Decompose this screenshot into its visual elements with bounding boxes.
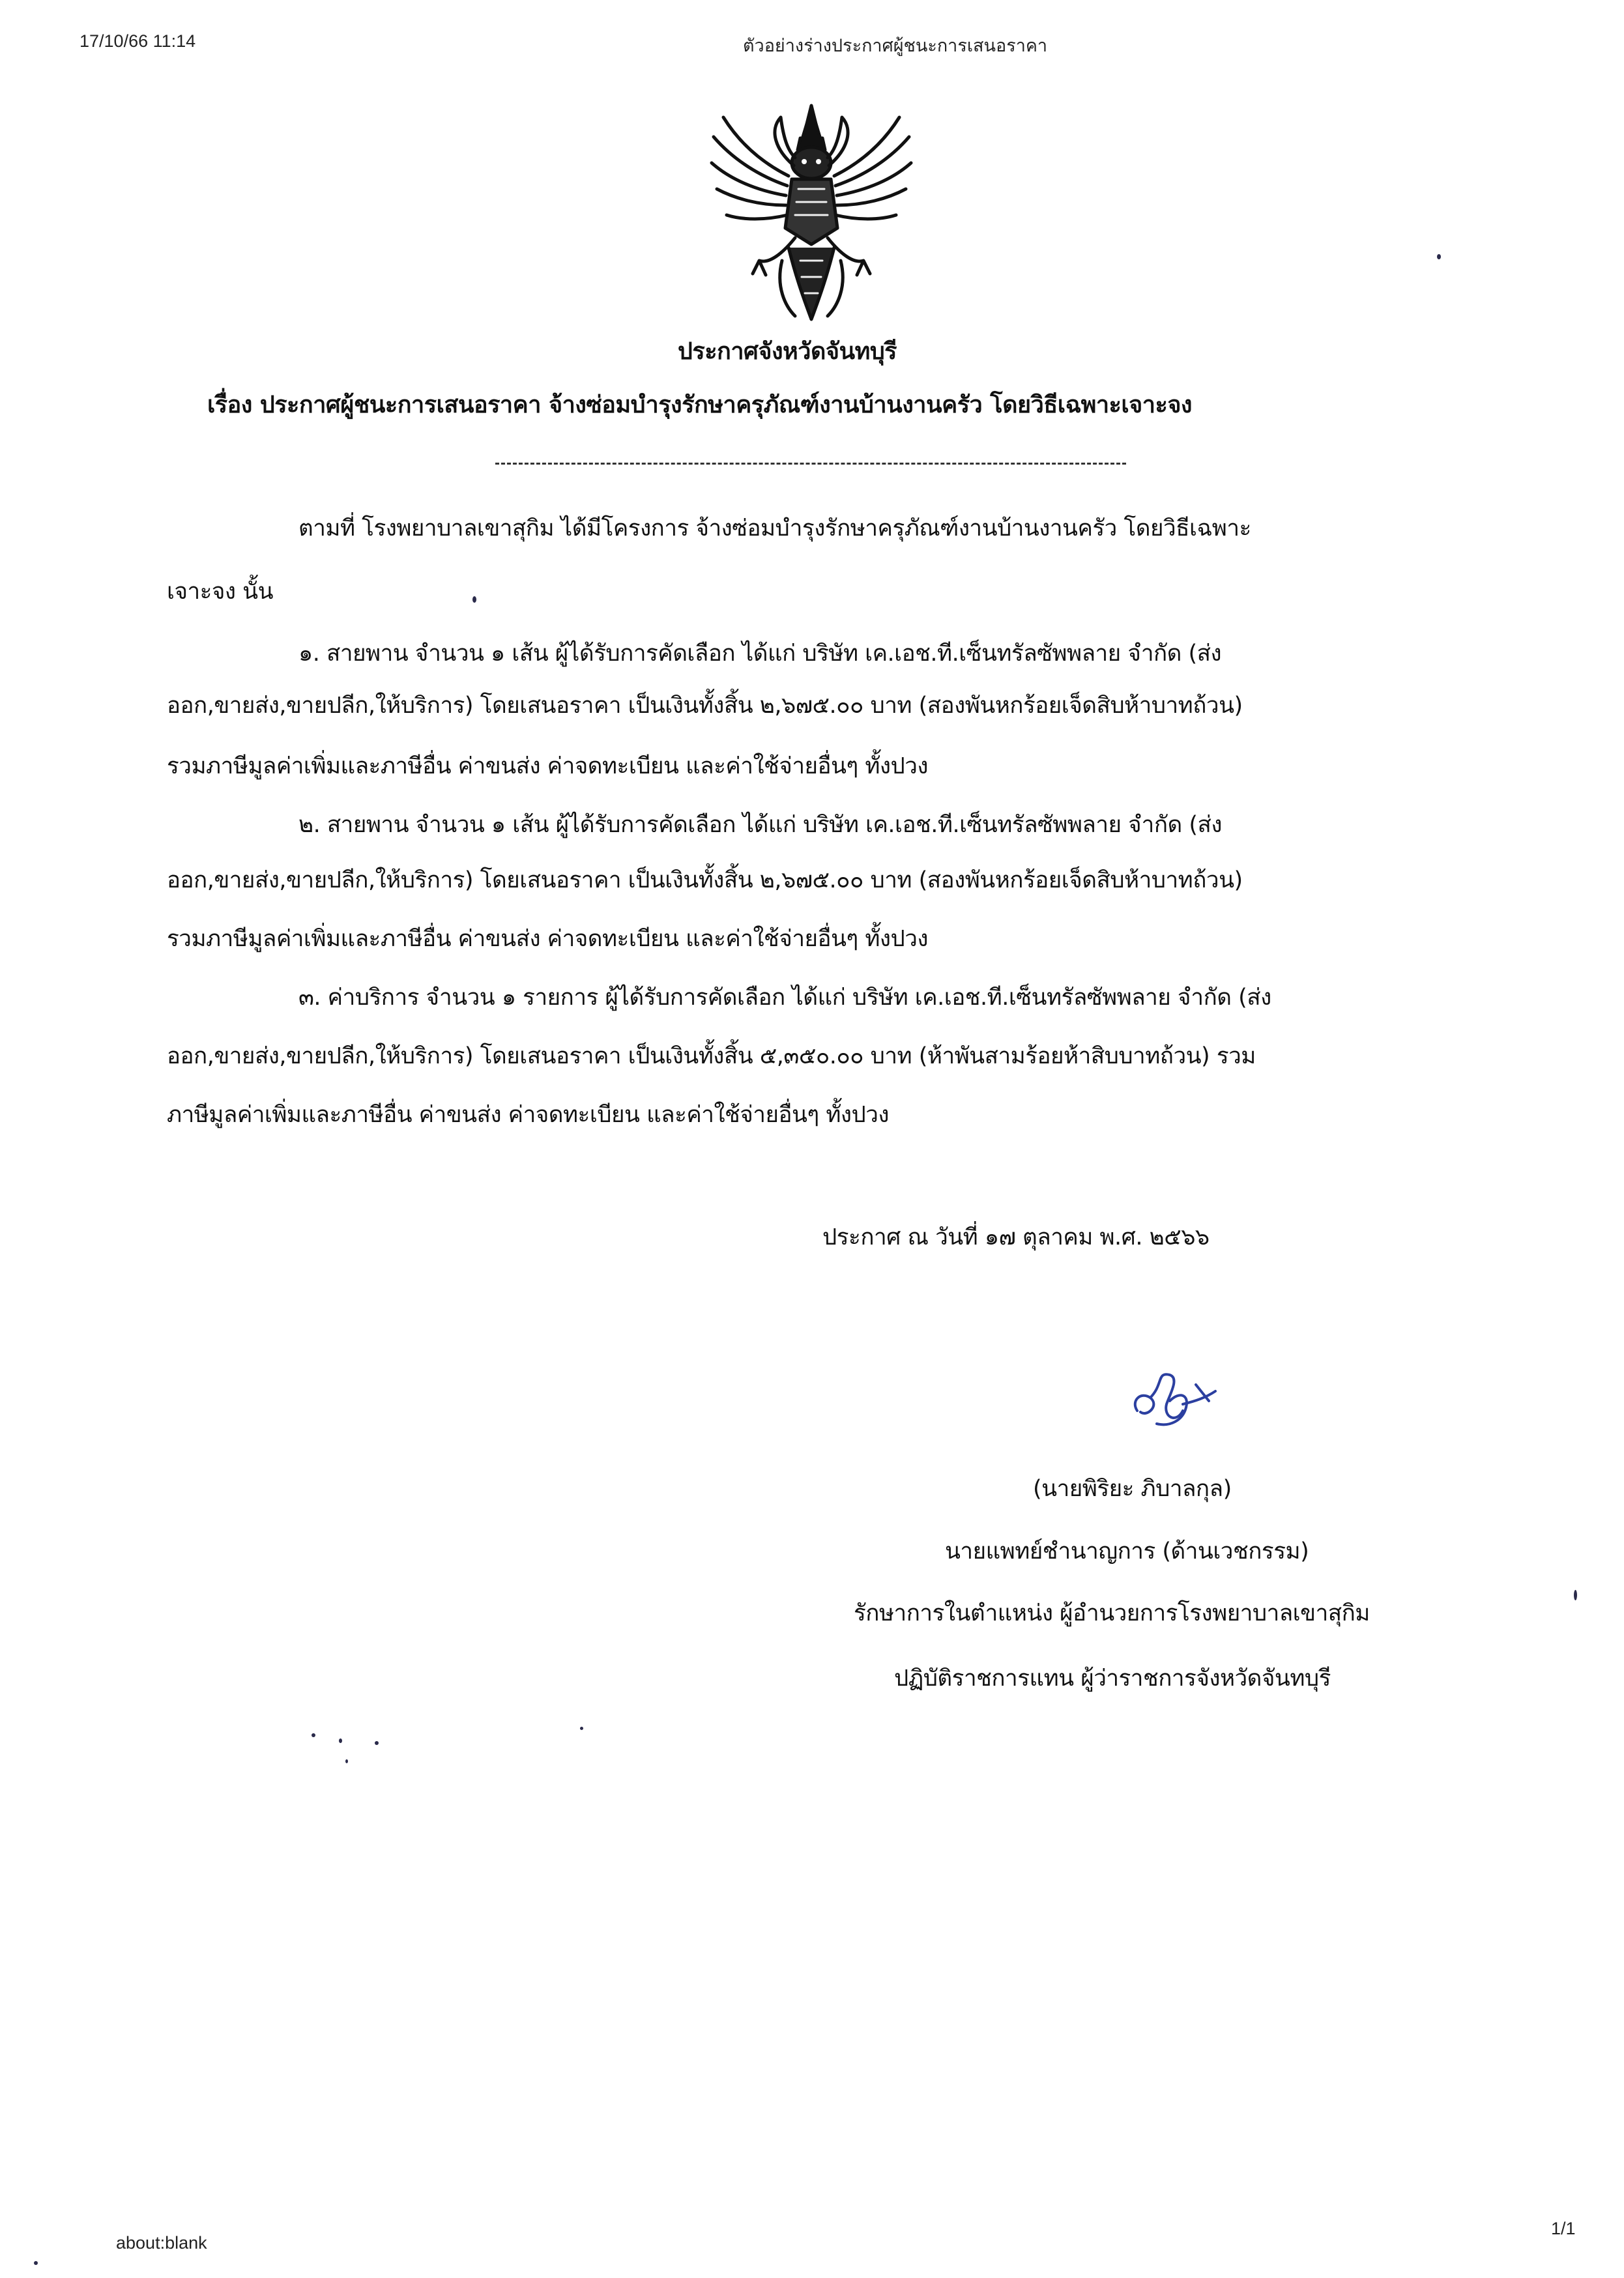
title-separator: [495, 463, 1126, 465]
print-url: about:blank: [116, 2233, 207, 2253]
scan-speck: [312, 1733, 315, 1737]
scan-speck: [345, 1759, 348, 1763]
scan-speck: [580, 1727, 583, 1730]
item-3-line-2: ออก,ขายส่ง,ขายปลีก,ให้บริการ) โดยเสนอราคา เป็นเงินทั้งสิ้น ๕,๓๕๐.๐๐ บาท (ห้าพันสามร้อยห้าสิบบาทถ้วน) รวม: [167, 1043, 1256, 1069]
item-2-line-3: รวมภาษีมูลค่าเพิ่มและภาษีอื่น ค่าขนส่ง ค่าจดทะเบียน และค่าใช้จ่ายอื่นๆ ทั้งปวง: [167, 926, 928, 952]
scan-speck: [472, 596, 476, 603]
signatory-acting: รักษาการในตำแหน่ง ผู้อำนวยการโรงพยาบาลเขาสุกิม: [854, 1600, 1370, 1626]
intro-line-2: เจาะจง นั้น: [167, 579, 273, 605]
handwritten-signature-icon: [1118, 1365, 1222, 1443]
signatory-on-behalf: ปฏิบัติราชการแทน ผู้ว่าราชการจังหวัดจันทบุรี: [894, 1665, 1331, 1692]
scan-speck: [375, 1741, 379, 1745]
scan-speck: [34, 2261, 38, 2265]
scan-speck: [1574, 1590, 1577, 1600]
item-1-line-2: ออก,ขายส่ง,ขายปลีก,ให้บริการ) โดยเสนอราคา เป็นเงินทั้งสิ้น ๒,๖๗๕.๐๐ บาท (สองพันหกร้อยเจ็ดสิบห้าบาทถ้วน): [167, 693, 1243, 719]
scan-speck: [339, 1738, 342, 1743]
print-page-count: 1/1: [1551, 2219, 1576, 2238]
signatory-name: (นายพิริยะ ภิบาลกุล): [1033, 1476, 1232, 1502]
intro-line-1: ตามที่ โรงพยาบาลเขาสุกิม ได้มีโครงการ จ้างซ่อมบำรุงรักษาครุภัณฑ์งานบ้านงานครัว โดยวิธีเฉพาะ: [298, 515, 1251, 541]
print-page-title: ตัวอย่างร่างประกาศผู้ชนะการเสนอราคา: [743, 36, 1048, 55]
garuda-emblem-icon: [704, 98, 919, 332]
item-1-line-3: รวมภาษีมูลค่าเพิ่มและภาษีอื่น ค่าขนส่ง ค่าจดทะเบียน และค่าใช้จ่ายอื่นๆ ทั้งปวง: [167, 753, 928, 779]
announcement-subject: เรื่อง ประกาศผู้ชนะการเสนอราคา จ้างซ่อมบำรุงรักษาครุภัณฑ์งานบ้านงานครัว โดยวิธีเฉพาะเจาะจง: [207, 392, 1192, 418]
item-2-line-1: ๒. สายพาน จำนวน ๑ เส้น ผู้ได้รับการคัดเลือก ได้แก่ บริษัท เค.เอช.ที.เซ็นทรัลซัพพลาย จำกัด (ส่ง: [298, 812, 1222, 838]
signatory-position: นายแพทย์ชำนาญการ (ด้านเวชกรรม): [945, 1538, 1309, 1564]
announcement-issuer: ประกาศจังหวัดจันทบุรี: [678, 338, 897, 365]
scan-speck: [1437, 254, 1441, 259]
item-2-line-2: ออก,ขายส่ง,ขายปลีก,ให้บริการ) โดยเสนอราคา เป็นเงินทั้งสิ้น ๒,๖๗๕.๐๐ บาท (สองพันหกร้อยเจ็ดสิบห้าบาทถ้วน): [167, 867, 1243, 893]
announce-date: ประกาศ ณ วันที่ ๑๗ ตุลาคม พ.ศ. ๒๕๖๖: [822, 1224, 1210, 1250]
print-timestamp: 17/10/66 11:14: [80, 31, 196, 51]
item-3-line-1: ๓. ค่าบริการ จำนวน ๑ รายการ ผู้ได้รับการคัดเลือก ได้แก่ บริษัท เค.เอช.ที.เซ็นทรัลซัพพลาย จำกัด (ส่ง: [298, 985, 1271, 1011]
item-1-line-1: ๑. สายพาน จำนวน ๑ เส้น ผู้ได้รับการคัดเลือก ได้แก่ บริษัท เค.เอช.ที.เซ็นทรัลซัพพลาย จำกัด (ส่ง: [298, 641, 1222, 667]
item-3-line-3: ภาษีมูลค่าเพิ่มและภาษีอื่น ค่าขนส่ง ค่าจดทะเบียน และค่าใช้จ่ายอื่นๆ ทั้งปวง: [167, 1102, 889, 1128]
